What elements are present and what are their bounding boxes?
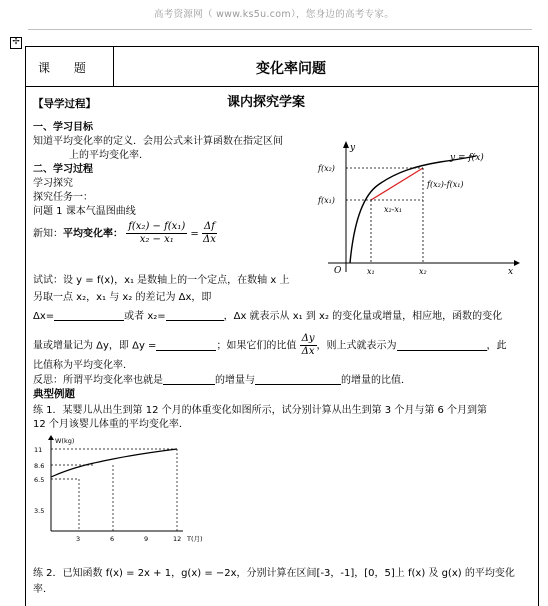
header-watermark: 高考资源网（ www.ks5u.com），您身边的高考专家。 — [153, 9, 395, 20]
table-move-handle-icon[interactable]: ✢ — [10, 37, 22, 49]
fig1-origin: O — [334, 266, 342, 276]
header-rule — [28, 29, 532, 30]
fig1-fx2-label: f(x₂) — [318, 164, 335, 173]
fig1-y-label: y — [350, 143, 356, 153]
goal-text-2: 上的平均变化率． — [69, 150, 149, 161]
try-line-4: 量或增量记为 Δy，即 Δy = ；如果它们的比值 $\frac{\Delta y}{\Delta x}$ ，则上式就表示为 ，此 — [33, 333, 507, 357]
lesson-topic: 变化率问题 — [256, 61, 326, 77]
newknow-label: 新知： — [33, 228, 63, 240]
fig1-x1-tick: x₁ — [367, 267, 375, 276]
section-heading: 课内探究学案 — [227, 95, 306, 110]
fig2-ytick-11: 11 — [34, 446, 43, 454]
fig2-xtick-3: 3 — [76, 535, 81, 543]
fig1-x-arrow-icon — [514, 260, 520, 266]
fig1-dx-label: x₂-x₁ — [384, 205, 403, 214]
goal-text-1: 知道平均变化率的定义．会用公式来计算函数在指定区间 — [33, 136, 283, 147]
fig2-ytick-35: 3.5 — [34, 507, 45, 515]
fig2-ytick-86: 8.6 — [34, 462, 45, 470]
rate-fraction: $\frac{\text{f(x₂) − f(x₁)}}{\text{x₂ − x₁}}$ — [128, 221, 186, 245]
explore-text: 学习探究 — [33, 178, 73, 189]
try-line-2: 另取一点 x₂，x₁ 与 x₂ 的差记为 Δx，即 — [33, 292, 212, 303]
try-line-1: 试试：设 y = f(x)，x₁ 是数轴上的一个定点，在数轴 x 上 — [33, 275, 290, 286]
fig2-xtick-6: 6 — [110, 535, 115, 543]
process-tag: 【导学过程】 — [33, 98, 96, 110]
fig1-x2-tick: x₂ — [419, 267, 427, 276]
task-text: 探究任务一： — [33, 192, 93, 203]
try-line-5: 比值称为平均变化率． — [33, 360, 133, 371]
avg-rate-formula: 新知：平均变化率： $\frac{\text{f(x₂) − f(x₁)}}{\text{x₂ − x₁}}$ = $\frac{\Delta f}{\Delta x}$ — [33, 221, 216, 245]
secant-figure — [316, 140, 521, 278]
weight-chart — [33, 435, 223, 547]
fig2-y-arrow-icon — [48, 435, 54, 440]
delta-fraction: $\frac{\Delta f}{\Delta x}$ — [203, 221, 216, 245]
exercise-2-line-2: 率． — [33, 584, 53, 595]
fig1-fx1-label: f(x₁) — [318, 196, 335, 205]
title-row — [26, 47, 538, 87]
fig1-curve-label: y = f(x) — [450, 153, 484, 163]
blank-x2[interactable] — [166, 310, 224, 321]
fig2-weight-curve — [51, 449, 177, 477]
exercise-1-line-2: 12 个月该婴儿体重的平均变化率． — [33, 419, 189, 430]
blank-reflect-1[interactable] — [163, 374, 215, 385]
fig2-y-label: W(kg) — [55, 437, 75, 445]
blank-dx[interactable] — [54, 310, 124, 321]
exercise-1-line-1: 练 1．某婴儿从出生到第 12 个月的体重变化如图所示，试分别计算从出生到第 3 个月与第 6 个月到第 — [33, 405, 488, 416]
avg-rate-label: 平均变化率： — [63, 228, 123, 240]
fig1-diff-label: f(x₂)-f(x₁) — [427, 180, 464, 189]
fig2-x-label: T(月) — [187, 535, 203, 543]
fig2-xtick-12: 12 — [173, 535, 182, 543]
title-divider — [113, 47, 114, 87]
examples-title: 典型例题 — [33, 388, 75, 400]
subject-label: 课 题 — [38, 61, 96, 75]
dy-dx-fraction: $\frac{\Delta y}{\Delta x}$ — [301, 333, 315, 357]
fig2-ytick-65: 6.5 — [34, 476, 45, 484]
goal-title: 一、学习目标 — [33, 122, 93, 133]
exercise-2-line-1: 练 2．已知函数 f(x) = 2x + 1，g(x) = −2x，分别计算在区间[-3，-1]，[0，5]上 f(x) 及 g(x) 的平均变化 — [33, 568, 515, 579]
blank-dy[interactable] — [156, 340, 216, 351]
try-line-3: Δx= 或者 x₂= ，Δx 就表示从 x₁ 到 x₂ 的变化量或增量，相应地，函数的变化 — [33, 311, 503, 322]
fig1-y-arrow-icon — [343, 141, 349, 148]
fig2-xtick-9: 9 — [144, 535, 149, 543]
blank-expression[interactable] — [397, 340, 487, 351]
blank-reflect-2[interactable] — [255, 374, 341, 385]
reflect-line: 反思：所谓平均变化率也就是 的增量与 的增量的比值． — [33, 375, 411, 386]
fig1-curve — [350, 156, 476, 263]
fig1-x-label: x — [508, 267, 514, 277]
question-1: 问题 1 课本气温图曲线 — [33, 206, 136, 217]
process-title: 二、学习过程 — [33, 164, 93, 175]
